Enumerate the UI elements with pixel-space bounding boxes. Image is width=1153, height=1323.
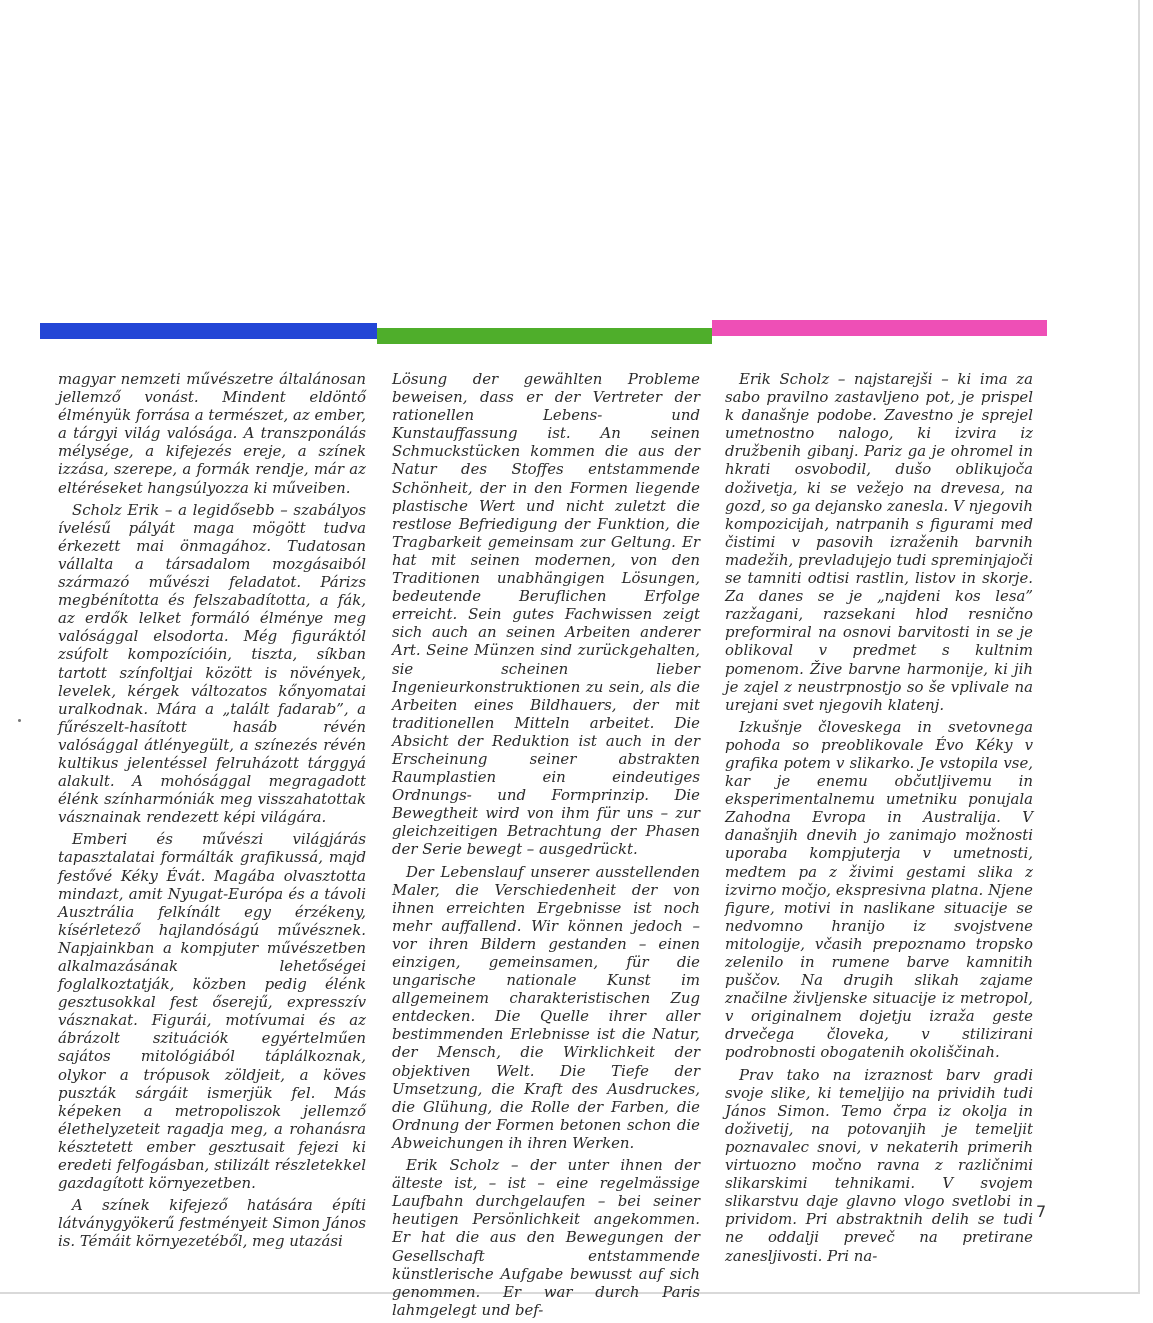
paragraph: A színek kifejező hatására építi látványgyökerű festményeit Simon János is. Témáit környezetéből, meg utazási <box>58 1196 366 1251</box>
color-bar-green <box>377 328 712 344</box>
margin-dot <box>18 719 21 722</box>
paragraph: Scholz Erik – a legidősebb – szabályos ívelésű pályát maga mögött tudva érkezett mai önmagához. Tudatosan vállalta a társadalom mozgásaiból származó művészi feladatot. Párizs megbénította és felszabadította, a fák, az erdők lelket formáló élménye meg valósággal elsodorta. Még figuráktól zsúfolt kompozícióin, tiszta, síkban tartott színfoltjai között is növények, levelek, kérgek változatos kőnyomatai uralkodnak. Mára a „talált fadarab”, a fűrészelt-hasított hasáb révén valósággal átlényegült, a színezés révén kultikus jelentéssel felruházott tárggyá alakult. A mohósággal megragadott élénk színharmóniák meg visszahatottak vásznainak rendezett képi világára. <box>58 500 366 827</box>
paragraph: Emberi és művészi világjárás tapasztalatai formálták grafikussá, majd festővé Kéky Évát. Magába olvasztotta mindazt, amit Nyugat-Európa és a távoli Ausztrália felkínált egy érzékeny, kísérletező hajlandóságú művésznek. Napjainkban a kompjuter művészetben alkalmazásának lehetőségei foglalkoztatják, közben pedig élénk gesztusokkal fest őserejű, expresszív vásznakat. Figurái, motívumai és az ábrázolt szituációk egyértelműen sajátos mitológiából táplálkoznak, olykor a trópusok zöldjeit, a köves puszták sárgáit ismerjük fel. Más képeken a metropoliszok jellemző élethelyzeteit ragadja meg, a rohanásra késztetett ember gesztusait fejezi ki eredeti felfogásban, stilizált részletekkel gazdagított környezetben. <box>58 830 366 1193</box>
paragraph: Der Lebenslauf unserer ausstellenden Maler, die Verschiedenheit der von ihnen erreichten Ergebnisse ist noch mehr auffallend. Wir können jedoch – vor ihren Bildern gestanden – einen einzigen, gemeinsamen, für die ungarische nationale Kunst im allgemeinem charakteristischen Zug entdecken. Die Quelle ihrer aller bestimmenden Erlebnisse ist die Natur, der Mensch, die Wirklichkeit der objektiven Welt. Die Tiefe der Umsetzung, die Kraft des Ausdruckes, die Glühung, die Rolle der Farben, die Ordnung der Formen betonen schon die Abweichungen ih ihren Werken. <box>392 862 700 1152</box>
column-german <box>392 370 700 1323</box>
paragraph: Izkušnje človeskega in svetovnega pohoda so preoblikovale Évo Kéky v grafika potem v slikarko. Je vstopila vse, kar je enemu občutljivemu in eksperimentalnemu umetniku ponujala Zahodna Evropa in Australija. V današnjih dnevih jo zanimajo možnosti uporaba kompjuterja v umetnosti, medtem pa z živimi gestami slika z izvirno močjo, ekspresivna platna. Njene figure, motivi in naslikane situacije se nedvomno hranijo iz svojstvene mitologije, včasih prepoznamo tropsko zelenilo in rumene barve kamnitih puščov. Na drugih slikah zajame značilne življenske situacije iz metropol, v originalnem dojetju izraža geste drvečega človeka, v stilizirani podrobnosti obogatenih okoliščinah. <box>725 717 1033 1062</box>
column-slovene <box>725 370 1033 1269</box>
paragraph: Prav tako na izraznost barv gradi svoje slike, ki temeljijo na prividih tudi János Simon. Temo črpa iz okolja in doživetij, na potovanjih je temeljit poznavalec snovi, v nekaterih primerih virtuozno močno ravna z različnimi slikarskimi tehnikami. V svojem slikarstvu daje glavno vlogo svetlobi in prividom. Pri abstraktnih delih se tudi ne oddalji preveč na pretirane zanesljivosti. Pri na- <box>725 1065 1033 1265</box>
paragraph: Lösung der gewählten Probleme beweisen, dass er der Vertreter der rationellen Lebens- und Kunstauffassung ist. An seinen Schmuckstücken kommen die aus der Natur des Stoffes entstammende Schönheit, der in den Formen liegende plastische Wert und nicht zuletzt die restlose Befriedigung der Funktion, die Tragbarkeit gemeinsam zur Geltung. Er hat mit seinen modernen, von den Traditionen unabhängigen Lösungen, bedeutende Beruflichen Erfolge erreicht. Sein gutes Fachwissen zeigt sich auch an seinen Arbeiten anderer Art. Seine Münzen sind zurückgehalten, sie scheinen lieber Ingenieurkonstruktionen zu sein, als die Arbeiten eines Bildhauers, der mit traditionellen Mitteln arbeitet. Die Absicht der Reduktion ist auch in der Erscheinung seiner abstrakten Raumplastien ein eindeutiges Ordnungs- und Formprinzip. Die Bewegtheit wird von ihm für uns – zur gleichzeitigen Betrachtung der Phasen der Serie bewegt – ausgedrückt. <box>392 370 700 859</box>
column-hungarian <box>58 370 366 1255</box>
paragraph: Erik Scholz – najstarejši – ki ima za sabo pravilno zastavljeno pot, je prispel k današnje podobe. Zavestno je sprejel umetnostno nalogo, ki izvira iz družbenih gibanj. Pariz ga je ohromel in hkrati osvobodil, dušo oblikujoča doživetja, ki se vežejo na drevesa, na gozd, so ga dejansko zanesla. V njegovih kompozicijah, natrpanih s figurami med čistimi v pasovih izraženih barvnih madežih, prevladujejo tudi spreminjajoči se tamniti odtisi rastlin, listov in skorje. Za danes se je „najdeni kos lesa” razžagani, razsekani hlod resnično preformiral na osnovi barvitosti in se je oblikoval v predmet s kultnim pomenom. Žive barvne harmonije, ki jih je zajel z neustrpnostjo so še vplivale na urejani svet njegovih klatenj. <box>725 370 1033 714</box>
color-bar-blue <box>40 323 377 339</box>
color-bar-magenta <box>712 320 1047 336</box>
paragraph: magyar nemzeti művészetre általánosan jellemző vonást. Mindent eldöntő élményük forrása a természet, az ember, a tárgyi világ valósága. A transzponálás mélysége, a kifejezés ereje, a színek izzása, szerepe, a formák rendje, már az eltéréseket hangsúlyozza ki műveiben. <box>58 370 366 497</box>
page-number: 7 <box>1036 1202 1047 1221</box>
paragraph: Erik Scholz – der unter ihnen der älteste ist, – ist – eine regelmässige Laufbahn durchgelaufen – bei seiner heutigen Persönlichkeit angekommen. Er hat die aus den Bewegungen der Gesellschaft entstammende künstlerische Aufgabe bewusst auf sich genommen. Er war durch Paris lahmgelegt und bef- <box>392 1156 700 1319</box>
